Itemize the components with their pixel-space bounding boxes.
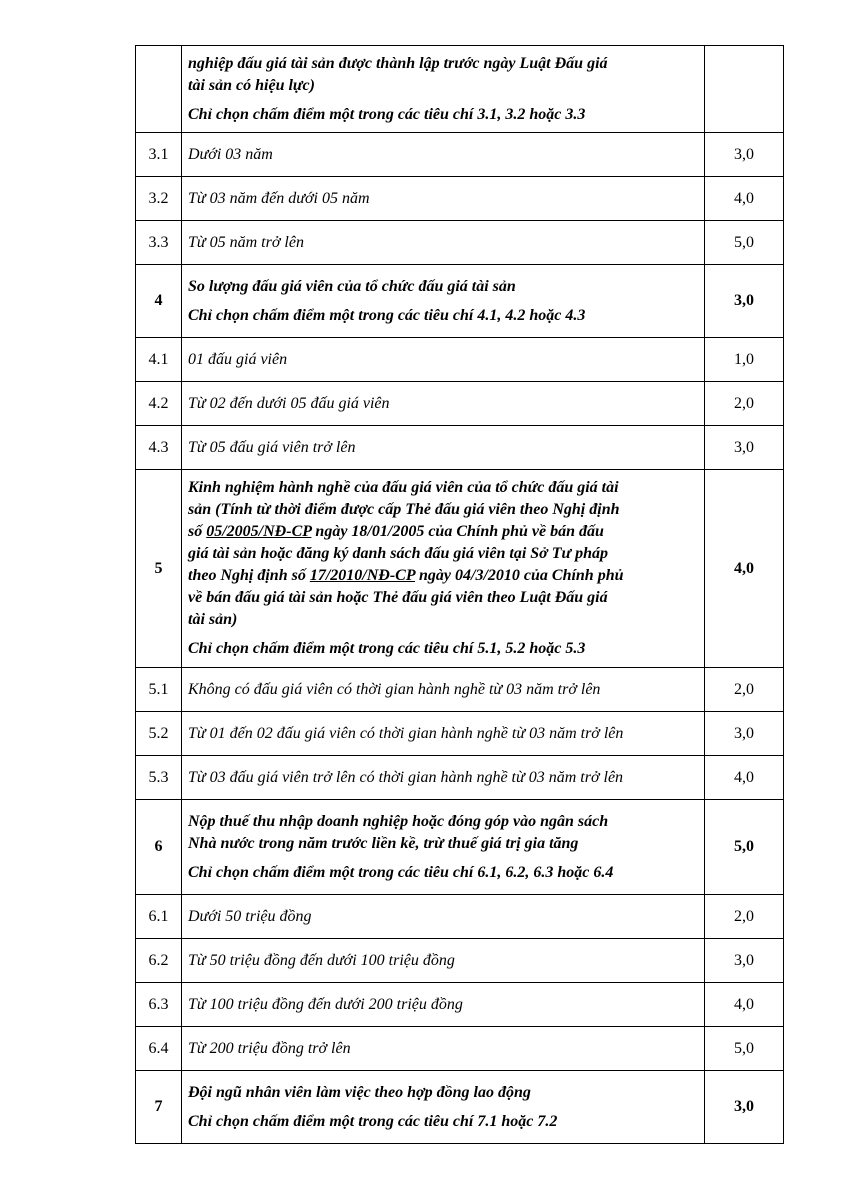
criterion-description: Dưới 50 triệu đồng: [182, 895, 705, 939]
criterion-number: 6.2: [136, 939, 182, 983]
criterion-score: 3,0: [705, 939, 784, 983]
criterion-number: 6: [136, 800, 182, 895]
criterion-number: 6.3: [136, 983, 182, 1027]
criterion-score: 5,0: [705, 800, 784, 895]
criterion-row: [136, 133, 784, 177]
criterion-description: Từ 01 đến 02 đấu giá viên có thời gian hành nghề từ 03 năm trở lên: [182, 712, 705, 756]
criterion-number: [136, 46, 182, 133]
description-line: giá tài sản hoặc đăng ký danh sách đấu giá viên tại Sở Tư pháp: [188, 545, 609, 562]
criterion-score: 5,0: [705, 221, 784, 265]
criterion-row: [136, 426, 784, 470]
criterion-row: [136, 939, 784, 983]
criterion-description: Từ 05 năm trở lên: [182, 221, 705, 265]
criterion-number: 5.1: [136, 668, 182, 712]
description-line: theo Nghị định số 17/2010/NĐ-CP ngày 04/3/2010 của Chính phủ: [188, 567, 624, 584]
criterion-score: [705, 46, 784, 133]
criterion-description: Từ 50 triệu đồng đến dưới 100 triệu đồng: [182, 939, 705, 983]
criterion-number: 4: [136, 265, 182, 338]
criterion-row: [136, 712, 784, 756]
criterion-description: [182, 265, 705, 338]
criterion-row: [136, 177, 784, 221]
criterion-description: Từ 200 triệu đồng trở lên: [182, 1027, 705, 1071]
criterion-group-row: [136, 1071, 784, 1144]
description-line: Đội ngũ nhân viên làm việc theo hợp đồng lao động: [188, 1083, 531, 1101]
criterion-row: [136, 1027, 784, 1071]
criterion-description: Không có đấu giá viên có thời gian hành nghề từ 03 năm trở lên: [182, 668, 705, 712]
description-line: Kinh nghiệm hành nghề của đấu giá viên của tổ chức đấu giá tài: [188, 479, 619, 496]
selection-note: Chỉ chọn chấm điểm một trong các tiêu chí 4.1, 4.2 hoặc 4.3: [188, 306, 586, 324]
criterion-description: Dưới 03 năm: [182, 133, 705, 177]
criterion-number: 4.1: [136, 338, 182, 382]
criterion-row: [136, 895, 784, 939]
criterion-description: 01 đấu giá viên: [182, 338, 705, 382]
criterion-number: 4.3: [136, 426, 182, 470]
criterion-row: [136, 382, 784, 426]
criterion-description: Từ 02 đến dưới 05 đấu giá viên: [182, 382, 705, 426]
criterion-score: 3,0: [705, 133, 784, 177]
description-line: sản (Tính từ thời điểm được cấp Thẻ đấu giá viên theo Nghị định: [188, 501, 620, 518]
criterion-number: 3.2: [136, 177, 182, 221]
criterion-number: 3.1: [136, 133, 182, 177]
criterion-group-row: [136, 46, 784, 133]
selection-note: Chỉ chọn chấm điểm một trong các tiêu chí 7.1 hoặc 7.2: [188, 1112, 558, 1130]
description-line: Nộp thuế thu nhập doanh nghiệp hoặc đóng góp vào ngân sách: [188, 812, 609, 830]
criterion-row: [136, 983, 784, 1027]
selection-note: Chỉ chọn chấm điểm một trong các tiêu chí 6.1, 6.2, 6.3 hoặc 6.4: [188, 863, 614, 881]
criterion-description: [182, 470, 705, 668]
criterion-description: [182, 800, 705, 895]
description-line: nghiệp đấu giá tài sản được thành lập trước ngày Luật Đấu giá: [188, 54, 608, 72]
criterion-score: 4,0: [705, 177, 784, 221]
criterion-number: 3.3: [136, 221, 182, 265]
decree-reference-link[interactable]: 05/2005/NĐ-CP: [206, 523, 312, 540]
criterion-score: 3,0: [705, 265, 784, 338]
criterion-row: [136, 756, 784, 800]
criterion-score: 2,0: [705, 895, 784, 939]
description-line: tài sản có hiệu lực): [188, 76, 315, 94]
criterion-description: Từ 100 triệu đồng đến dưới 200 triệu đồng: [182, 983, 705, 1027]
criterion-score: 3,0: [705, 426, 784, 470]
description-line: So lượng đấu giá viên của tổ chức đấu giá tài sản: [188, 277, 516, 295]
criterion-number: 5.3: [136, 756, 182, 800]
criterion-score: 4,0: [705, 983, 784, 1027]
criterion-group-row: [136, 470, 784, 668]
criterion-number: 7: [136, 1071, 182, 1144]
selection-note: Chỉ chọn chấm điểm một trong các tiêu chí 3.1, 3.2 hoặc 3.3: [188, 105, 586, 123]
criterion-group-row: [136, 800, 784, 895]
criterion-row: [136, 221, 784, 265]
criterion-group-row: [136, 265, 784, 338]
criterion-number: 6.4: [136, 1027, 182, 1071]
criterion-number: 6.1: [136, 895, 182, 939]
criterion-description: Từ 05 đấu giá viên trở lên: [182, 426, 705, 470]
criteria-table: [135, 45, 784, 1144]
decree-reference-link[interactable]: 17/2010/NĐ-CP: [309, 567, 415, 584]
description-line: tài sản): [188, 611, 238, 628]
criterion-score: 2,0: [705, 382, 784, 426]
criterion-description: Từ 03 năm đến dưới 05 năm: [182, 177, 705, 221]
criterion-number: 5: [136, 470, 182, 668]
criterion-row: [136, 668, 784, 712]
criterion-score: 3,0: [705, 712, 784, 756]
criterion-score: 2,0: [705, 668, 784, 712]
criterion-row: [136, 338, 784, 382]
criterion-number: 5.2: [136, 712, 182, 756]
criterion-description: Từ 03 đấu giá viên trở lên có thời gian hành nghề từ 03 năm trở lên: [182, 756, 705, 800]
criterion-description: [182, 1071, 705, 1144]
selection-note: Chỉ chọn chấm điểm một trong các tiêu chí 5.1, 5.2 hoặc 5.3: [188, 640, 586, 657]
criterion-number: 4.2: [136, 382, 182, 426]
criterion-score: 4,0: [705, 470, 784, 668]
criterion-score: 4,0: [705, 756, 784, 800]
description-line: Nhà nước trong năm trước liền kề, trừ thuế giá trị gia tăng: [188, 834, 579, 852]
description-line: số 05/2005/NĐ-CP ngày 18/01/2005 của Chính phủ về bán đấu: [188, 523, 604, 540]
criterion-description: [182, 46, 705, 133]
criterion-score: 3,0: [705, 1071, 784, 1144]
description-line: về bán đấu giá tài sản hoặc Thẻ đấu giá viên theo Luật Đấu giá: [188, 589, 608, 606]
criterion-score: 1,0: [705, 338, 784, 382]
criterion-score: 5,0: [705, 1027, 784, 1071]
criteria-table-body: [136, 46, 784, 1144]
